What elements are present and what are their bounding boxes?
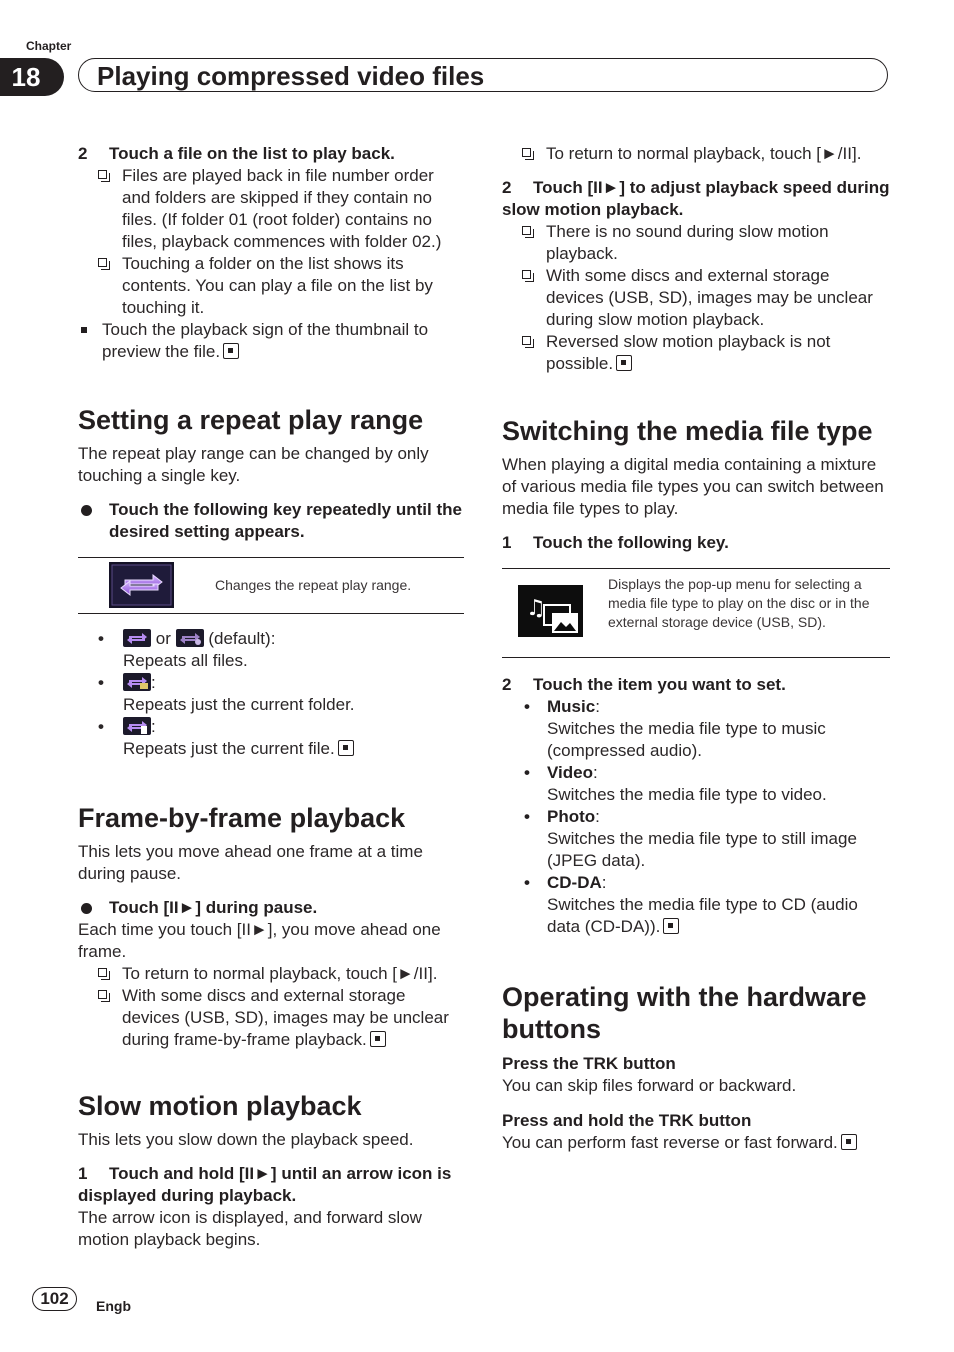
frame-note-return: To return to normal playback, touch [►/II]. xyxy=(78,963,464,985)
media-section xyxy=(502,415,890,938)
repeat-heading: Setting a repeat play range xyxy=(78,405,424,435)
step-touch-file: 2 Touch a file on the list to play back. xyxy=(78,144,395,163)
media-type-key-button[interactable] xyxy=(518,585,583,637)
checkbox-icon xyxy=(98,990,107,999)
hardware-heading: Operating with the hardware buttons xyxy=(502,982,867,1044)
media-heading: Switching the media file type xyxy=(502,416,873,446)
media-step-2: 2 Touch the item you want to set. xyxy=(502,675,786,694)
slow-note-return: To return to normal playback, touch [►/II]. xyxy=(502,143,890,165)
press-trk-desc: You can skip files forward or backward. xyxy=(502,1076,797,1095)
checkbox-icon xyxy=(522,336,531,345)
chapter-number: 18 xyxy=(0,58,64,96)
slow-note-reverse: Reversed slow motion playback is not possible. xyxy=(502,331,890,375)
right-column xyxy=(502,143,890,375)
page-number: 102 xyxy=(32,1287,77,1311)
hold-trk-desc: You can perform fast reverse or fast forward. xyxy=(502,1132,890,1154)
checkbox-icon xyxy=(522,148,531,157)
repeat-option-folder: • : Repeats just the current folder. xyxy=(98,673,355,714)
chapter-title: Playing compressed video files xyxy=(97,61,485,91)
media-item-video: • Video: Switches the media file type to video. xyxy=(524,763,827,804)
frame-section xyxy=(78,802,464,1051)
repeat-step: Touch the following key repeatedly until the desired setting appears. xyxy=(78,499,464,543)
bullet: • xyxy=(98,673,104,692)
slow-note-no-sound: There is no sound during slow motion playback. xyxy=(502,221,890,265)
repeat-option-all: • or (default): Repeats all files. xyxy=(98,629,276,670)
end-mark-icon xyxy=(338,740,354,756)
media-file-type-icon xyxy=(518,585,583,637)
slow-step-1-desc: The arrow icon is displayed, and forward slow motion playback begins. xyxy=(78,1208,422,1249)
checkbox-icon xyxy=(98,258,107,267)
media-key-table xyxy=(502,568,890,658)
repeat-key-desc: Changes the repeat play range. xyxy=(215,577,412,593)
end-mark-icon xyxy=(223,343,239,359)
checkbox-icon xyxy=(98,968,107,977)
hold-trk-label: Press and hold the TRK button xyxy=(502,1111,752,1130)
hardware-section xyxy=(502,981,890,1154)
slow-note-unclear: With some discs and external storage devices (USB, SD), images may be unclear during slow motion playback. xyxy=(502,265,890,331)
svg-text:♫: ♫ xyxy=(526,596,546,621)
note-folder-touch: Touching a folder on the list shows its contents. You can play a file on the list by touching it. xyxy=(78,253,464,319)
media-key-desc: Displays the pop-up menu for selecting a media file type to play on the disc or in the external storage device (USB, SD). xyxy=(608,576,870,630)
repeat-all-default-icon xyxy=(176,629,204,647)
repeat-intro: The repeat play range can be changed by only touching a single key. xyxy=(78,444,429,485)
slow-step-2: 2 Touch [II►] to adjust playback speed during slow motion playback. xyxy=(502,178,890,219)
end-mark-icon xyxy=(841,1134,857,1150)
frame-step: Touch [II►] during pause. xyxy=(78,897,464,919)
repeat-key-button[interactable] xyxy=(109,562,174,608)
bullet: • xyxy=(524,763,530,782)
bullet: • xyxy=(524,873,530,892)
bullet-preview: Touch the playback sign of the thumbnail to preview the file. xyxy=(78,319,464,363)
bullet: • xyxy=(98,629,104,648)
slow-section xyxy=(78,1090,464,1251)
dot-bullet-icon xyxy=(81,505,92,516)
repeat-section xyxy=(78,404,464,760)
frame-intro: This lets you move ahead one frame at a time during pause. xyxy=(78,842,423,883)
press-trk-label: Press the TRK button xyxy=(502,1054,676,1073)
slow-step-1: 1 Touch and hold [II►] until an arrow icon is displayed during playback. xyxy=(78,1164,452,1205)
bullet: • xyxy=(524,807,530,826)
media-item-music: • Music: Switches the media file type to music (compressed audio). xyxy=(524,697,826,760)
square-bullet-icon xyxy=(81,327,87,333)
media-step-1: 1 Touch the following key. xyxy=(502,533,729,552)
repeat-file-icon xyxy=(123,717,151,735)
slow-heading: Slow motion playback xyxy=(78,1091,362,1121)
language-code: Engb xyxy=(96,1298,131,1314)
end-mark-icon xyxy=(616,355,632,371)
repeat-folder-icon xyxy=(123,673,151,691)
media-item-cdda: • CD-DA: Switches the media file type to CD (audio data (CD-DA)). xyxy=(524,873,858,936)
media-item-photo: • Photo: Switches the media file type to still image (JPEG data). xyxy=(524,807,857,870)
media-intro: When playing a digital media containing a mixture of various media file types you can switch between media file types to play. xyxy=(502,455,884,518)
bullet: • xyxy=(524,697,530,716)
checkbox-icon xyxy=(522,226,531,235)
frame-desc: Each time you touch [II►], you move ahead one frame. xyxy=(78,920,441,961)
slow-intro: This lets you slow down the playback speed. xyxy=(78,1130,414,1149)
repeat-all-icon xyxy=(123,629,151,647)
dot-bullet-icon xyxy=(81,903,92,914)
left-column xyxy=(78,143,464,363)
repeat-key-table xyxy=(78,557,464,614)
checkbox-icon xyxy=(522,270,531,279)
end-mark-icon xyxy=(370,1031,386,1047)
end-mark-icon xyxy=(663,918,679,934)
note-file-order: Files are played back in file number order and folders are skipped if they contain no files. (If folder 01 (root folder) contains no files, playback commences with folder 02.) xyxy=(78,165,464,253)
chapter-label: Chapter xyxy=(26,39,72,53)
frame-note-unclear: With some discs and external storage devices (USB, SD), images may be unclear during frame-by-frame playback. xyxy=(78,985,464,1051)
repeat-icon xyxy=(109,562,174,608)
checkbox-icon xyxy=(98,170,107,179)
frame-heading: Frame-by-frame playback xyxy=(78,803,406,833)
repeat-option-file: • : Repeats just the current file. xyxy=(78,716,464,760)
bullet: • xyxy=(98,717,104,736)
